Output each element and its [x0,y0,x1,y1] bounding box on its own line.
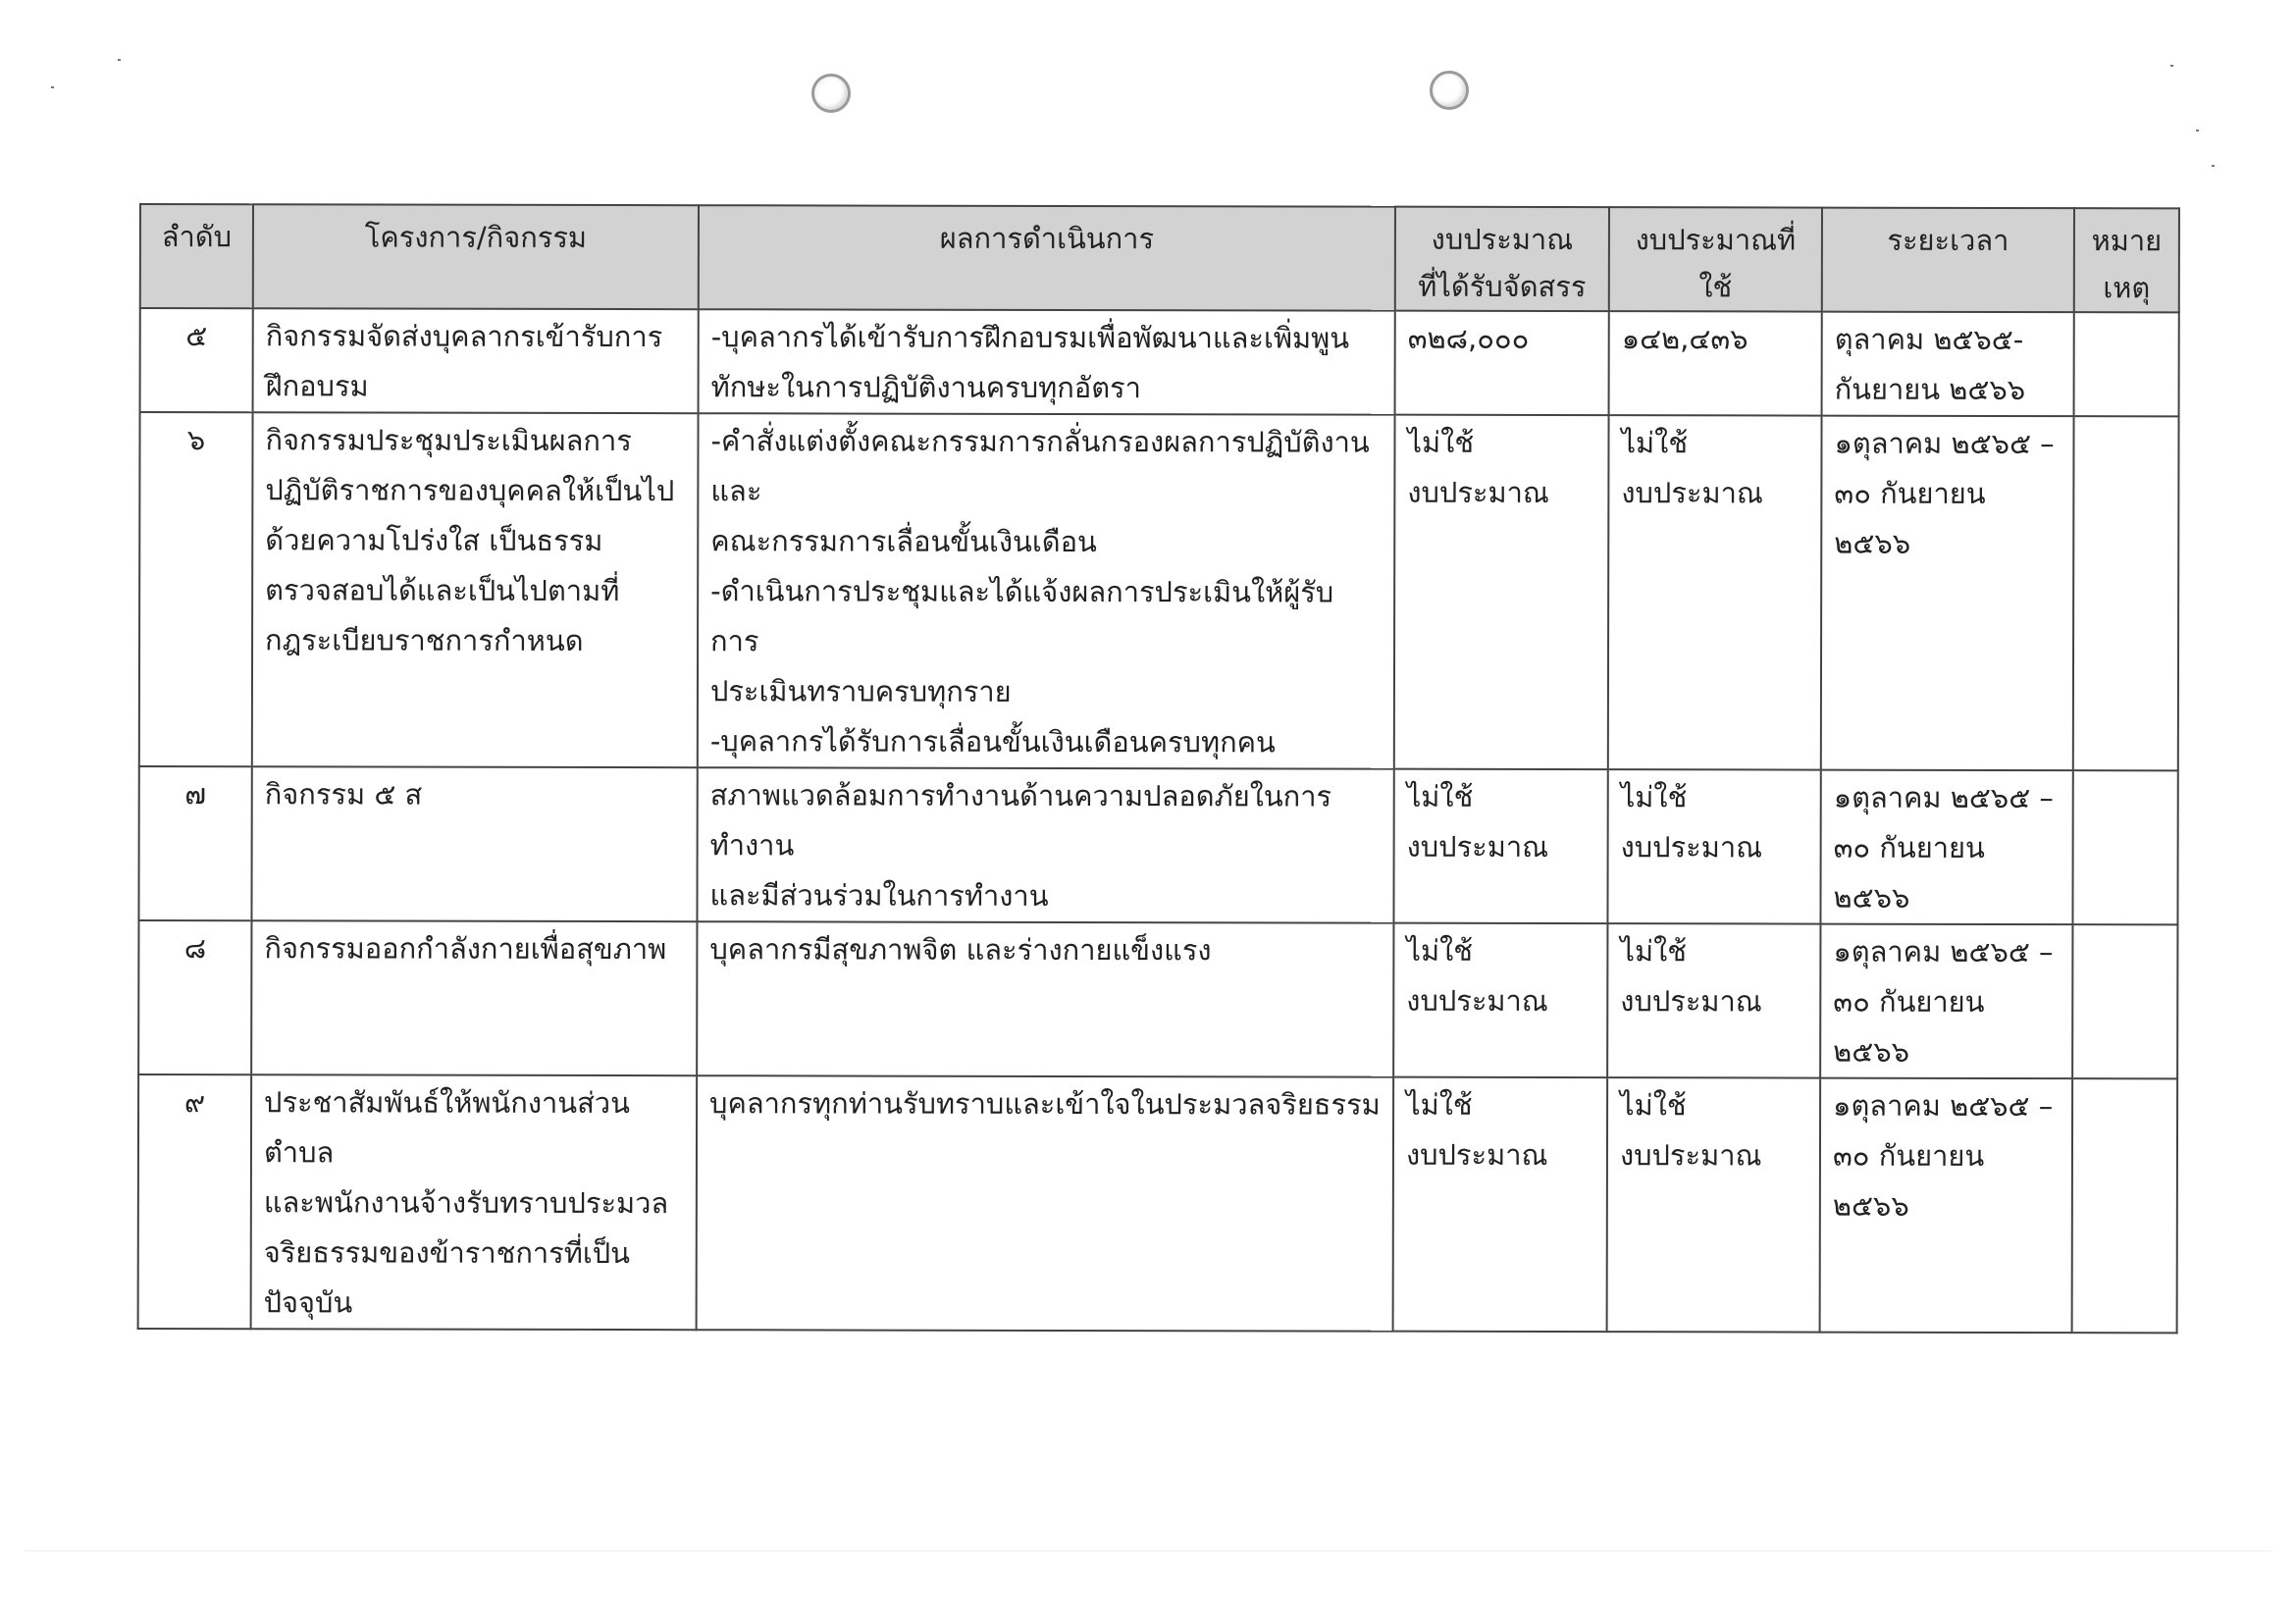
cell-project: กิจกรรมประชุมประเมินผลการ ปฏิบัติราชการของบุคคลให้เป็นไป ด้วยความโปร่งใส เป็นธรรม ตรวจสอบได้และเป็นไปตามที่ กฎระเบียบราชการกำหนด [252,412,699,767]
scan-speck [51,86,54,88]
cell-remark [2073,416,2179,770]
cell-period: ตุลาคม ๒๕๖๕- กันยายน ๒๕๖๖ [1822,312,2074,417]
cell-no: ๗ [138,766,251,920]
cell-project: กิจกรรมจัดส่งบุคลากรเข้ารับการ ฝึกอบรม [253,308,699,413]
table-header-row [140,204,2179,312]
cell-project: ประชาสัมพันธ์ให้พนักงานส่วนตำบล และพนักงานจ้างรับทราบประมวล จริยธรรมของข้าราชการที่เป็น ปัจจุบัน [251,1074,698,1330]
cell-budget-used: ๑๔๒,๔๓๖ [1609,311,1822,415]
scan-speck [118,59,121,61]
table-row [138,920,2177,1078]
cell-period: ๑ตุลาคม ๒๕๖๕ – ๓๐ กันยายน ๒๕๖๖ [1821,416,2074,771]
page-edge-line [25,1550,2271,1551]
cell-remark [2072,1078,2178,1333]
cell-period: ๑ตุลาคม ๒๕๖๕ – ๓๐ กันยายน ๒๕๖๖ [1820,770,2072,925]
cell-period: ๑ตุลาคม ๒๕๖๕ – ๓๐ กันยายน ๒๕๖๖ [1820,924,2072,1079]
header-budget-allocated: งบประมาณ ที่ได้รับจัดสรร [1395,207,1609,311]
cell-project: กิจกรรม ๕ ส [251,766,697,921]
header-budget-used: งบประมาณที่ ใช้ [1609,207,1822,311]
cell-result: -บุคลากรได้เข้ารับการฝึกอบรมเพื่อพัฒนาและเพิ่มพูน ทักษะในการปฏิบัติงานครบทุกอัตรา [699,309,1395,414]
scan-speck [2170,65,2173,67]
cell-result: สภาพแวดล้อมการทำงานด้านความปลอดภัยในการทำงาน และมีส่วนร่วมในการทำงาน [697,767,1393,922]
cell-budget-used: ไม่ใช้ งบประมาณ [1607,923,1820,1077]
cell-no: ๖ [139,412,253,766]
cell-budget-allocated: ๓๒๘,๐๐๐ [1395,311,1609,415]
table-row [138,1074,2178,1333]
cell-remark [2072,924,2177,1078]
cell-no: ๕ [140,308,253,412]
scan-speck [2196,130,2199,131]
cell-remark [2074,312,2179,416]
table-row [139,412,2179,770]
punch-hole-right [1430,71,1469,110]
table-row [140,308,2179,416]
project-results-table [137,203,2180,1334]
cell-budget-used: ไม่ใช้ งบประมาณ [1608,415,1822,769]
header-period: ระยะเวลา [1822,208,2074,313]
cell-budget-used: ไม่ใช้ งบประมาณ [1607,769,1820,923]
cell-result: -คำสั่งแต่งตั้งคณะกรรมการกลั่นกรองผลการปฏิบัติงานและ คณะกรรมการเลื่อนขั้นเงินเดือน -ดำเนินการประชุมและได้แจ้งผลการประเมินให้ผู้รับการ ประเมินทราบครบทุกราย -บุคลากรได้รับการเลื่อนขั้นเงินเดือนครบทุกคน [698,413,1395,768]
cell-no: ๙ [138,1074,252,1329]
cell-budget-used: ไม่ใช้ งบประมาณ [1607,1077,1821,1332]
table-row [138,766,2177,924]
punch-hole-left [811,74,851,113]
cell-budget-allocated: ไม่ใช้ งบประมาณ [1393,769,1607,923]
cell-result: บุคลากรมีสุขภาพจิต และร่างกายแข็งแรง [697,921,1393,1076]
cell-period: ๑ตุลาคม ๒๕๖๕ – ๓๐ กันยายน ๒๕๖๖ [1820,1078,2073,1334]
scan-speck [2212,165,2215,167]
cell-budget-allocated: ไม่ใช้ งบประมาณ [1393,1077,1608,1332]
cell-no: ๘ [138,920,251,1074]
cell-budget-allocated: ไม่ใช้ งบประมาณ [1394,415,1609,769]
header-no: ลำดับ [140,204,253,308]
cell-project: กิจกรรมออกกำลังกายเพื่อสุขภาพ [251,920,697,1075]
cell-remark [2072,770,2177,924]
header-project: โครงการ/กิจกรรม [253,204,699,309]
header-result: ผลการดำเนินการ [699,205,1395,310]
cell-budget-allocated: ไม่ใช้ งบประมาณ [1393,923,1607,1077]
header-remark: หมาย เหตุ [2074,208,2179,312]
cell-result: บุคลากรทุกท่านรับทราบและเข้าใจในประมวลจริยธรรม [697,1075,1394,1331]
